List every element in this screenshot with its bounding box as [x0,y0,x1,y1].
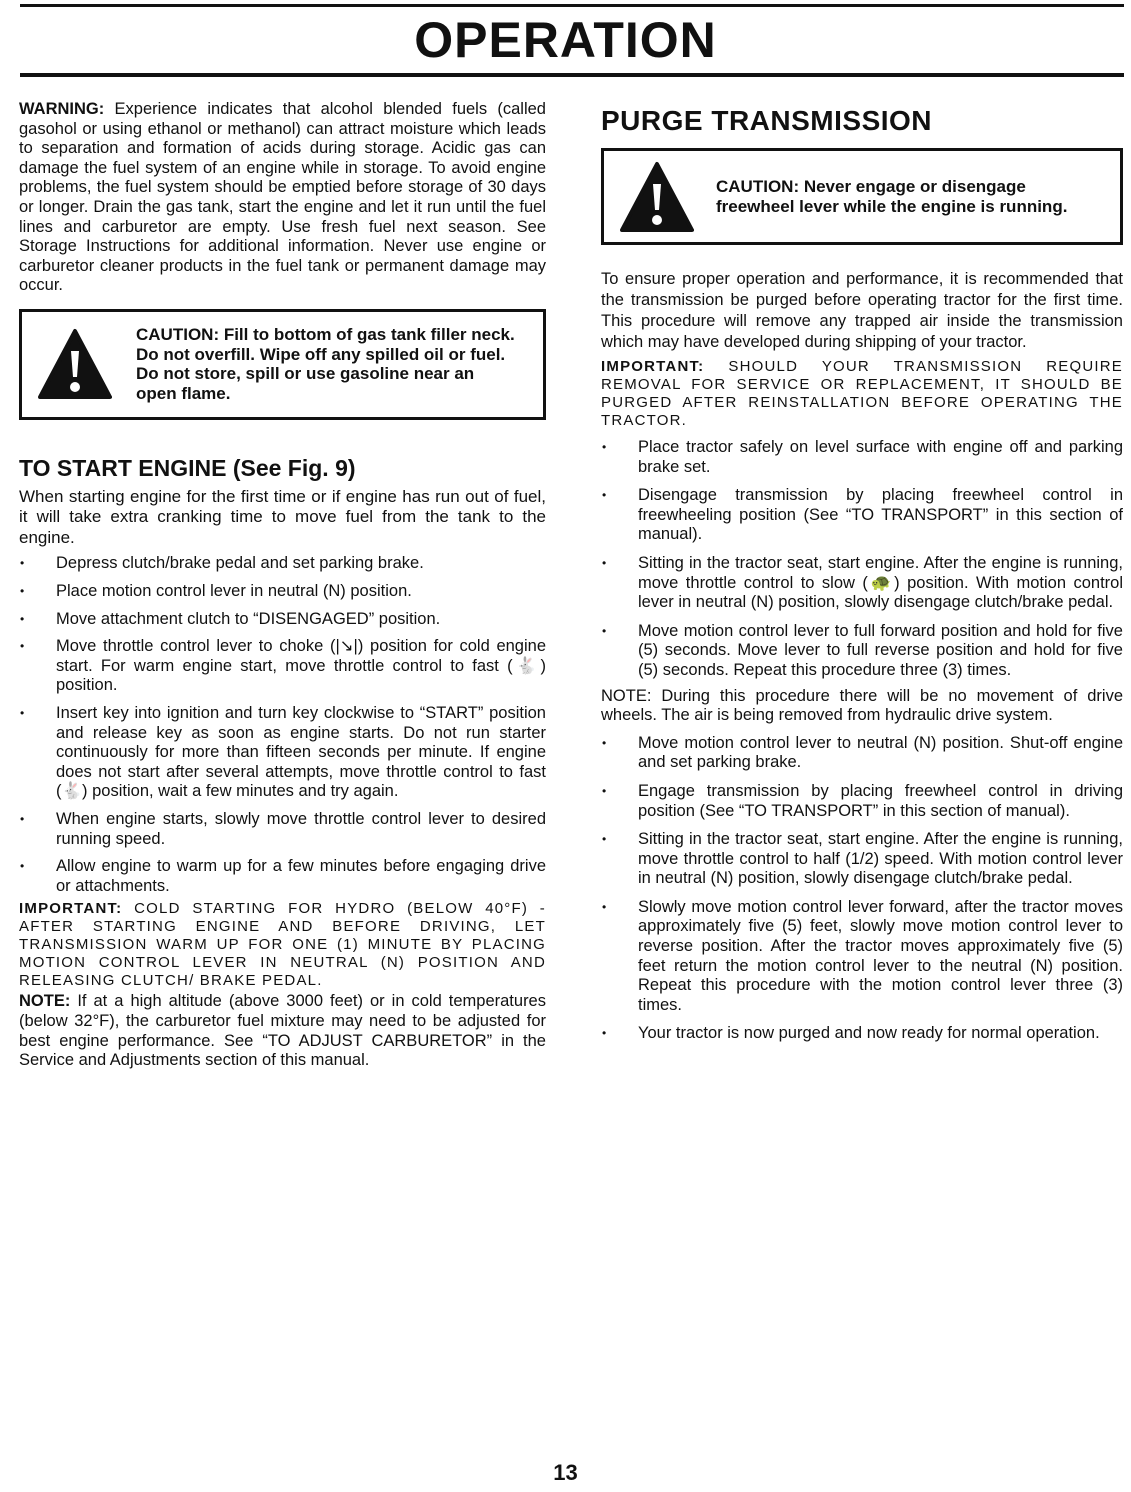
warning-triangle-icon [620,160,694,234]
list-item: • Disengage transmission by placing freewheel control in freewheeling position (See “TO TRANSPORT” in this section of manual). [602,486,1123,544]
bullet-icon: • [602,555,607,570]
bullet-icon: • [602,1026,607,1041]
purge-steps-part-2 [601,734,1123,1044]
right-column [601,104,1123,1044]
list-item: • Slowly move motion control lever forward, after the tractor moves approximately five (5) feet, slowly move motion control lever to reverse position. After the tractor moves approximately five (5) feet return the motion control lever to the neutral (N) position. Repeat this procedure with the motion control lever three (3) times. [602,897,1123,1014]
page-number: 13 [553,1460,578,1485]
bullet-icon: • [602,488,607,503]
start-engine-intro: When starting engine for the first time or if engine has run out of fuel, it will take extra cranking time to move fuel from the tank to the engine. [19,486,546,547]
bullet-icon: • [602,899,607,914]
fuel-warning-paragraph [19,100,546,296]
altitude-note [19,992,546,1070]
list-item: • Depress clutch/brake pedal and set parking brake. [20,554,424,573]
bullet-icon: • [602,623,607,638]
header-rule-bottom [20,73,1124,77]
warning-text: Experience indicates that alcohol blended fuels (called gasohol or using ethanol or methanol) can attract moisture which leads to separation and formation of acids during storage. Acidic gas can damage the fuel system of an engine while in storage. To avoid engine problems, the fuel system should be emptied before storage of 30 days or longer. Drain the gas tank, start the engine and let it run until the fuel lines and carburetor are empty. Use fresh fuel next season. See Storage Instructions for additional information. Never use engine or carburetor cleaner products in the fuel tank or permanent damage may occur. [19,100,546,295]
bullet-icon: • [20,639,25,654]
bullet-icon: • [20,556,25,571]
bullet-icon: • [602,832,607,847]
bullet-icon: • [20,611,25,626]
note-text: If at a high altitude (above 3000 feet) or in cold temperatures (below 32°F), the carburetor fuel mixture may need to be adjusted for best engine performance. See “TO ADJUST CARBURETOR” in the Service and Adjustments section of this manual. [19,992,546,1070]
list-item: • Move attachment clutch to “DISENGAGED” position. [20,609,441,628]
warning-label: WARNING: [19,100,105,118]
warning-triangle-icon [38,327,112,401]
list-item: • Place tractor safely on level surface with engine off and parking brake set. [602,438,1123,476]
important-text: SHOULD YOUR TRANSMISSION REQUIRE REMOVAL FOR SERVICE OR REPLACEMENT, IT SHOULD BE PURGED AFTER REINSTALLATION BEFORE OPERATING THE TRACTOR. [601,358,1123,429]
start-engine-steps [19,554,546,896]
list-item: • Move throttle control lever to choke (|↘|) position for cold engine start. For warm engine start, move throttle control to fast (🐇) position. [20,637,546,695]
purge-note: NOTE: During this procedure there will be no movement of drive wheels. The air is being removed from hydraulic drive system. [601,686,1123,725]
list-item: • Move motion control lever to full forward position and hold for five (5) seconds. Move lever to full reverse position and hold for five (5) seconds. Repeat this procedure three (3) times. [602,621,1123,679]
list-item: • Your tractor is now purged and now ready for normal operation. [602,1024,1100,1043]
gas-tank-caution-text: CAUTION: Fill to bottom of gas tank filler neck. Do not overfill. Wipe off any spilled oil or fuel. Do not store, spill or use gasoline near an open flame. [136,325,515,403]
list-item: • Move motion control lever to neutral (N) position. Shut-off engine and set parking brake. [602,733,1123,772]
important-label: IMPORTANT: [601,358,705,375]
bullet-icon: • [602,735,607,750]
bullet-icon: • [20,584,25,599]
bullet-icon: • [20,706,25,720]
list-item: • Sitting in the tractor seat, start engine. After the engine is running, move throttle control to half (1/2) speed. With motion control lever in neutral (N) position, slowly disengage clutch/brake pedal. [602,830,1123,888]
list-item: • Place motion control lever in neutral (N) position. [20,582,412,601]
bullet-icon: • [20,811,25,826]
page-title: OPERATION [414,12,717,68]
cold-start-important [19,900,546,990]
purge-transmission-heading: PURGE TRANSMISSION [601,105,933,136]
purge-steps-part-1 [601,438,1123,681]
freewheel-caution-text: CAUTION: Never engage or disengage freewheel lever while the engine is running. [716,177,1068,216]
left-column [19,100,546,1071]
purge-intro: To ensure proper operation and performance, it is recommended that the transmission be purged before operating tractor for the first time. This procedure will remove any trapped air inside the transmission which may have developed during shipping of your tractor. [601,270,1123,351]
list-item: • Sitting in the tractor seat, start engine. After the engine is running, move throttle control to slow (🐢) position. With motion control lever in neutral (N) position, slowly disengage clutch/brake pedal. [602,553,1123,612]
header-rule-top [20,4,1124,7]
freewheel-caution-box [601,148,1123,245]
bullet-icon: • [20,859,25,874]
list-item: • Engage transmission by placing freewheel control in driving position (See “TO TRANSPORT” in this section of manual). [602,781,1123,820]
start-engine-heading: TO START ENGINE (See Fig. 9) [19,454,356,481]
gas-tank-caution-box [19,309,546,420]
bullet-icon: • [602,440,607,454]
important-text: COLD STARTING FOR HYDRO (BELOW 40°F) - AFTER STARTING ENGINE AND BEFORE DRIVING, LET TRANSMISSION WARM UP FOR ONE (1) MINUTE BY PLACING MOTION CONTROL LEVER IN NEUTRAL (N) POSITION AND RELEASING CLUTCH/ BRAKE PEDAL. [19,900,546,990]
list-item: • When engine starts, slowly move throttle control lever to desired running speed. [20,809,546,848]
note-label: NOTE: [19,992,71,1011]
important-label: IMPORTANT: [19,900,123,918]
bullet-icon: • [602,783,607,798]
list-item: • Allow engine to warm up for a few minutes before engaging drive or attachments. [20,857,546,895]
removal-important [601,358,1123,430]
list-item: • Insert key into ignition and turn key clockwise to “START” position and release key as soon as engine starts. Do not run starter continuously for more than fifteen seconds per minute. If engine does not start after several attempts, move throttle control to fast (🐇) position, wait a few minutes and try again. [20,704,546,801]
